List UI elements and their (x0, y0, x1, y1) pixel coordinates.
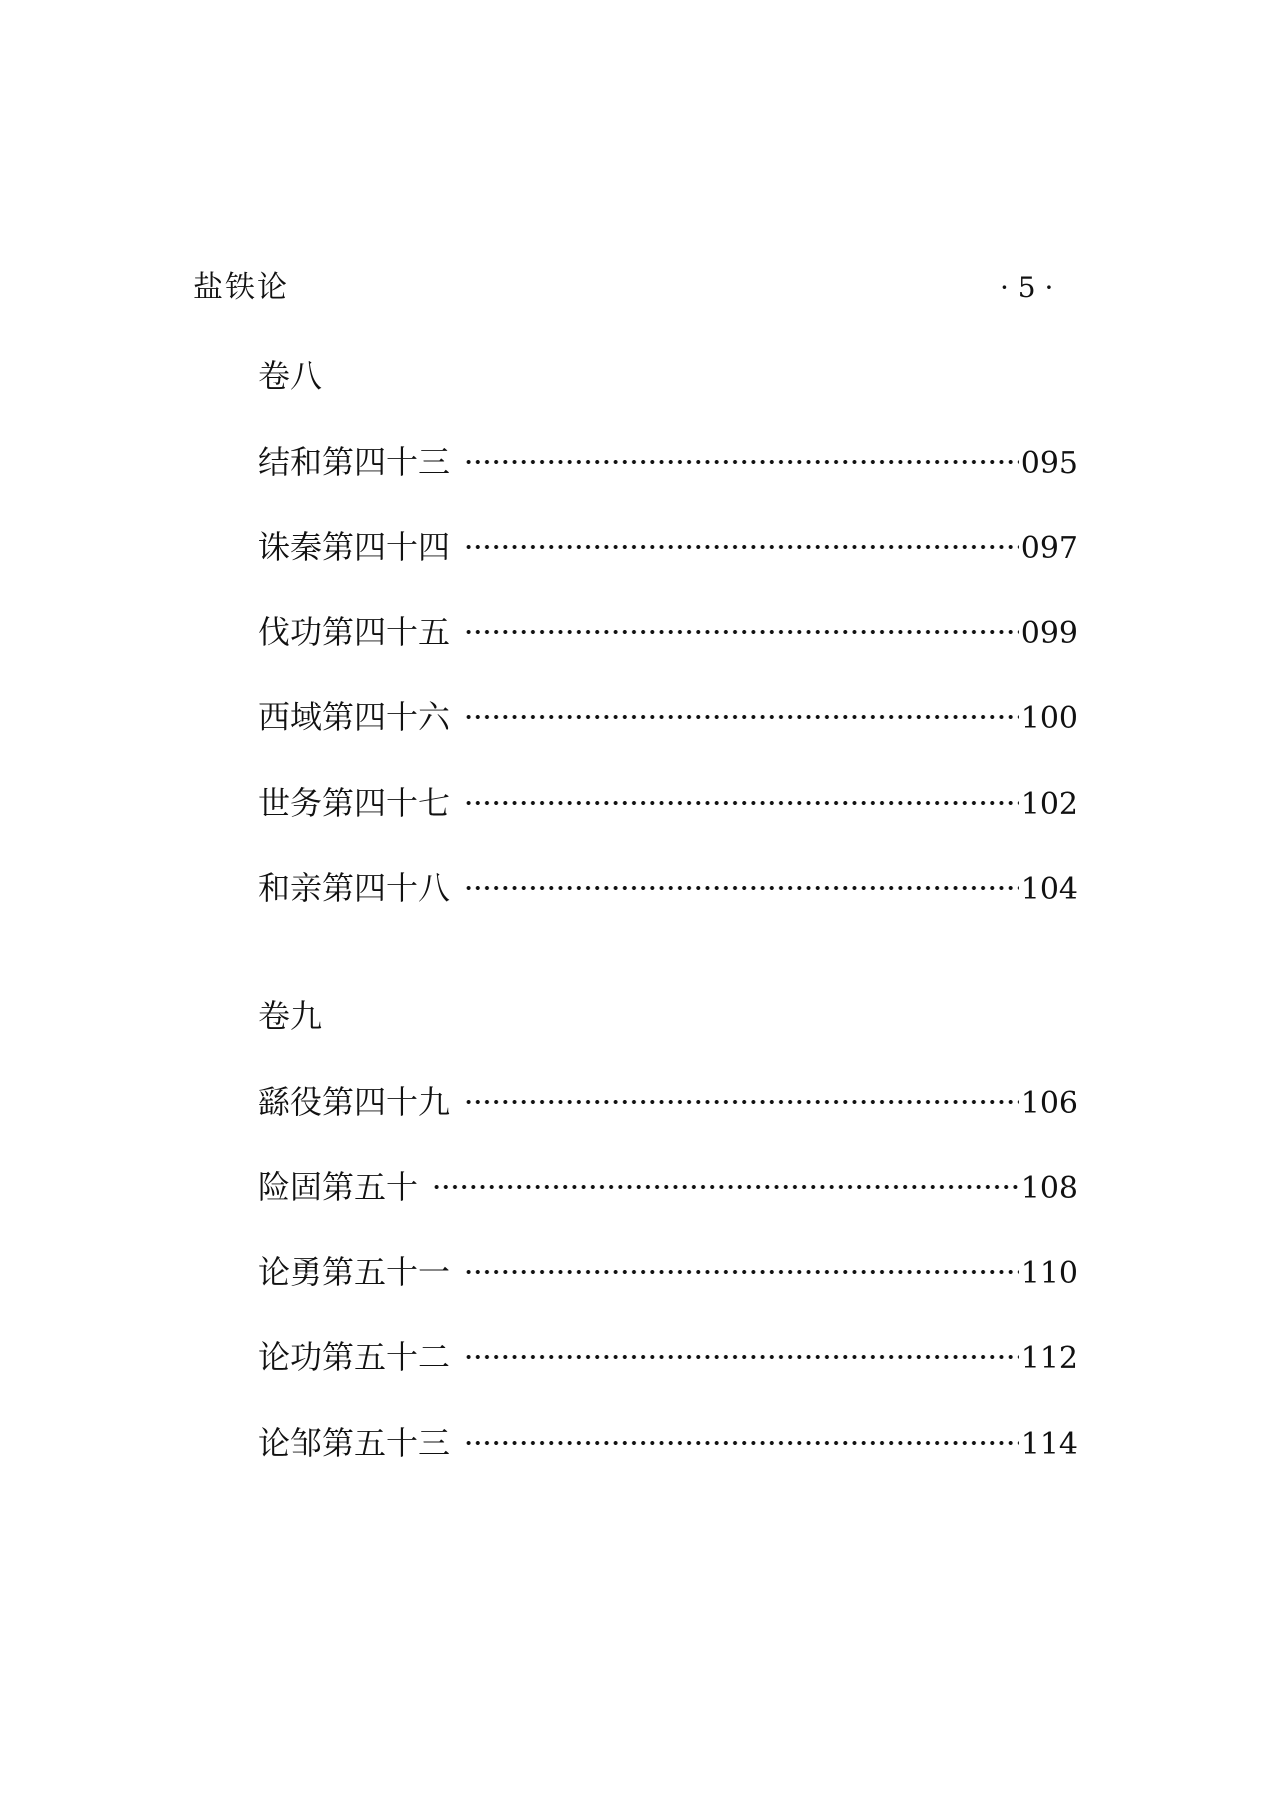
dot-leader (464, 801, 1019, 805)
toc-entry[interactable] (258, 1421, 1078, 1465)
toc-entry-title: 伐功第四十五 (258, 613, 451, 651)
dot-leader (464, 460, 1019, 464)
toc-entry-title: 论功第五十二 (258, 1338, 451, 1376)
toc-entry-page: 114 (1020, 1427, 1078, 1462)
toc-entry[interactable] (258, 695, 1078, 739)
dot-leader (464, 545, 1019, 549)
toc-entry-page: 102 (1020, 787, 1078, 822)
toc-entry-page: 099 (1020, 616, 1078, 651)
toc-entry-title: 西域第四十六 (258, 698, 451, 736)
toc-entry-title: 繇役第四十九 (258, 1083, 451, 1121)
toc-entry-page: 106 (1020, 1086, 1078, 1121)
dot-leader (464, 1100, 1019, 1104)
toc-entry[interactable] (258, 1335, 1078, 1379)
toc-entry-page: 095 (1020, 446, 1078, 481)
running-title: 盐铁论 (193, 270, 289, 305)
toc-entry-page: 112 (1020, 1341, 1078, 1376)
toc-entry-page: 104 (1020, 872, 1078, 907)
toc-entry[interactable] (258, 1165, 1078, 1209)
toc-entry[interactable] (258, 781, 1078, 825)
toc-entry-title: 和亲第四十八 (258, 869, 451, 907)
toc-entry-page: 110 (1020, 1256, 1078, 1291)
dot-leader (464, 886, 1019, 890)
toc-entry-title: 论邹第五十三 (258, 1424, 451, 1462)
volume-heading: 卷八 (258, 357, 323, 395)
toc-entry-title: 结和第四十三 (258, 443, 451, 481)
toc-entry-title: 世务第四十七 (258, 784, 451, 822)
page-number: · 5 · (1000, 271, 1054, 304)
toc-entry-page: 108 (1020, 1171, 1078, 1206)
toc-entry[interactable] (258, 440, 1078, 484)
toc-entry[interactable] (258, 610, 1078, 654)
toc-entry-page: 097 (1020, 531, 1078, 566)
toc-entry[interactable] (258, 1250, 1078, 1294)
dot-leader (464, 1270, 1019, 1274)
dot-leader (464, 1441, 1019, 1445)
dot-leader (464, 630, 1019, 634)
dot-leader (464, 1355, 1019, 1359)
dot-leader (432, 1185, 1019, 1189)
toc-entry[interactable] (258, 525, 1078, 569)
toc-entry[interactable] (258, 1080, 1078, 1124)
toc-entry[interactable] (258, 866, 1078, 910)
toc-entry-title: 险固第五十 (258, 1168, 419, 1206)
dot-leader (464, 715, 1019, 719)
toc-entry-title: 诛秦第四十四 (258, 528, 451, 566)
toc-entry-title: 论勇第五十一 (258, 1253, 451, 1291)
volume-heading: 卷九 (258, 997, 323, 1035)
toc-entry-page: 100 (1020, 701, 1078, 736)
